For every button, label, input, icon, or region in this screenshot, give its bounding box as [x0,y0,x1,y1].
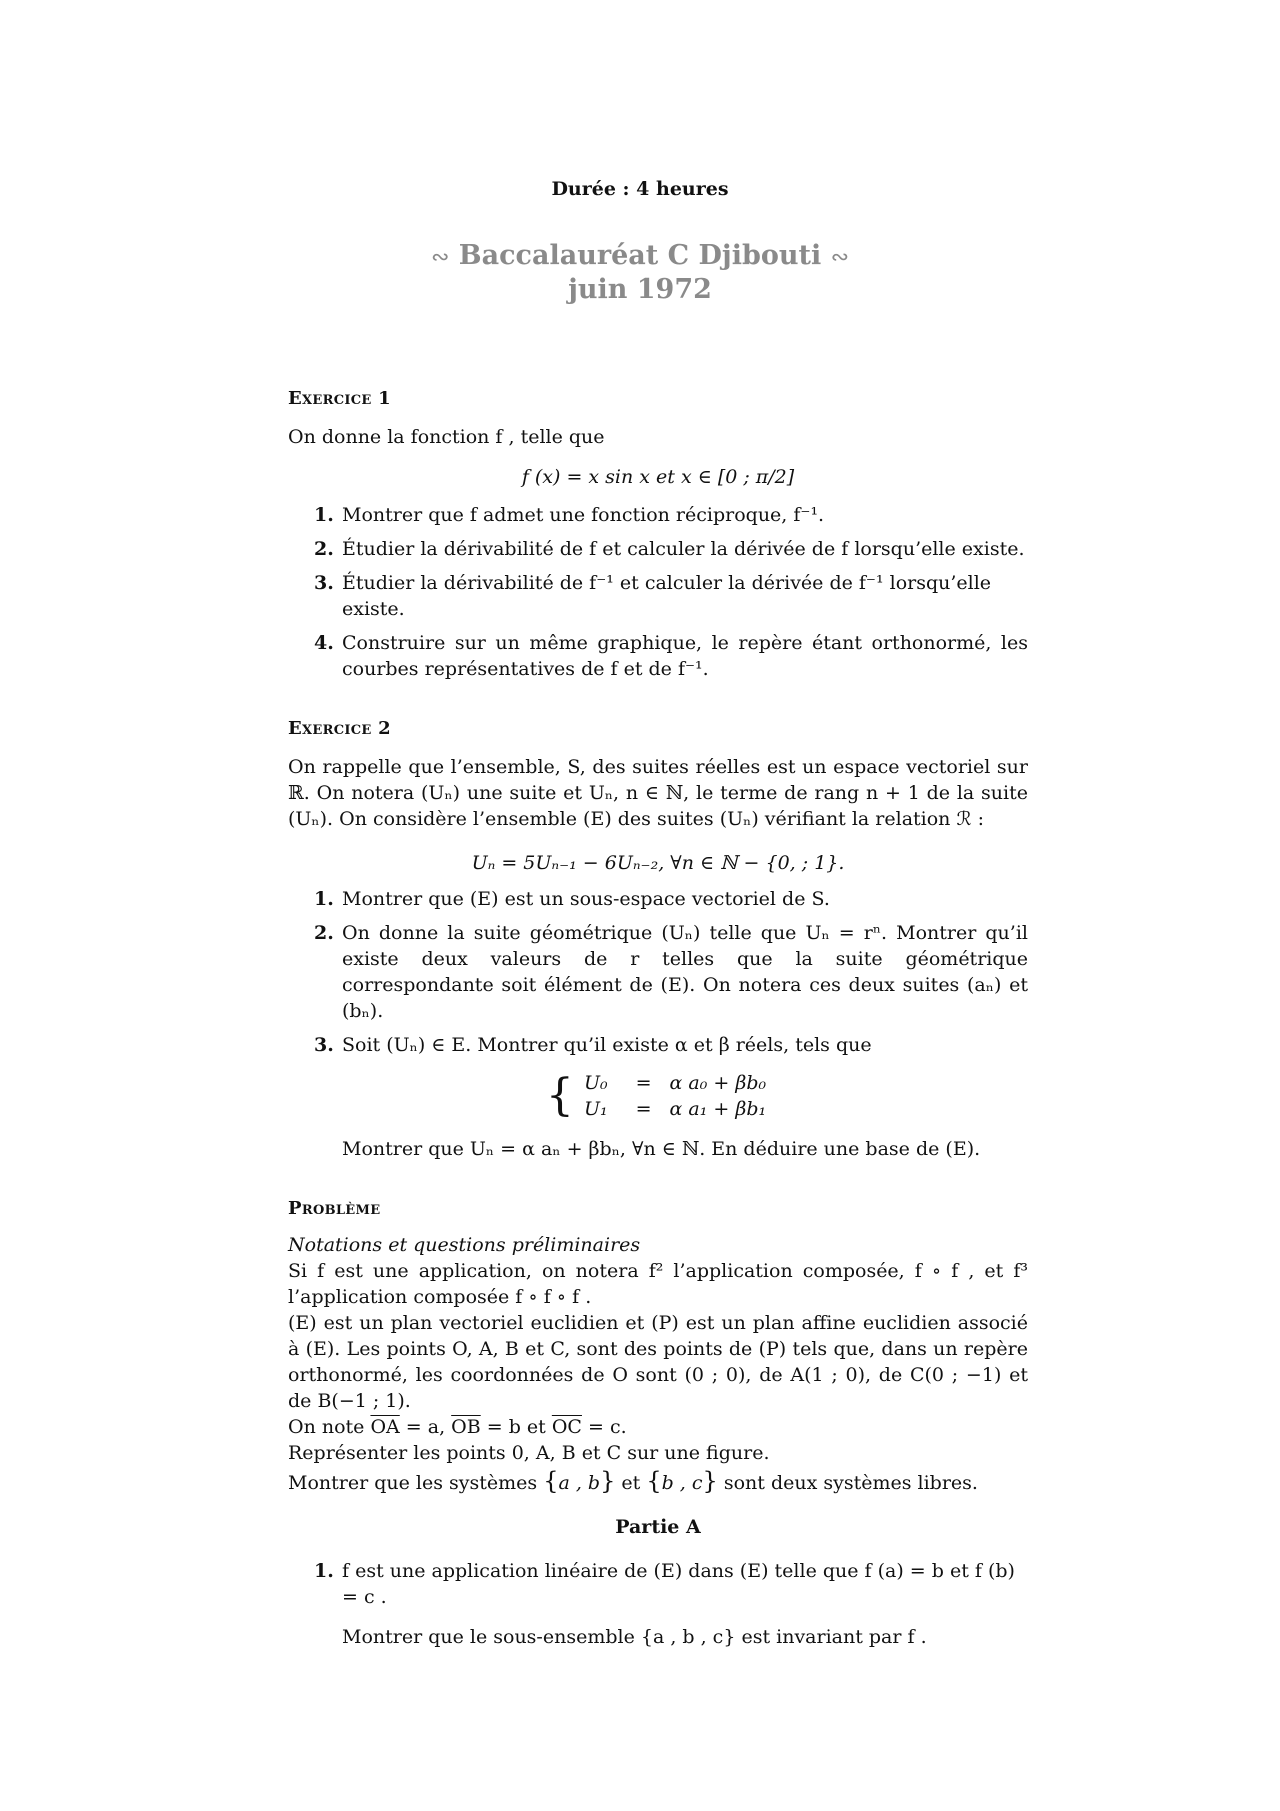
system-row2-eq: = [635,1098,652,1120]
list-item: 2. On donne la suite géométrique (Uₙ) telle que Uₙ = rⁿ. Montrer qu’il existe deux valeurs de r telles que la suite géométrique correspondante soit élément de (E). On notera ces deux suites (aₙ) et (bₙ). [314,922,1028,1022]
exercise-2-heading: Exercice 2 [288,718,391,739]
exercise-1-intro: On donne la fonction f , telle que [288,426,605,448]
exercise-2-list [288,886,1028,1058]
probleme-paragraph-4: Représenter les points 0, A, B et C sur une figure. [288,1442,770,1464]
probleme-paragraph-1: Si f est une application, on notera f² l’application composée, f ∘ f , et f³ l’application composée f ∘ f ∘ f . [288,1260,1028,1308]
left-brace-icon: { [545,1070,574,1121]
ornament-right-icon: ∾ [830,245,850,270]
partie-a-heading: Partie A [615,1516,701,1538]
exercise-2-conclusion: Montrer que Uₙ = α aₙ + βbₙ, ∀n ∈ ℕ. En déduire une base de (E). [342,1138,981,1160]
system-bc: b , c [661,1472,703,1494]
title-line1: Baccalauréat C Djibouti [458,240,822,271]
system-row2-left: U₁ [583,1098,608,1120]
probleme [288,1196,1028,1658]
exercise-1 [288,386,1028,690]
list-item: 2. Étudier la dérivabilité de f et calculer la dérivée de f lorsqu’elle existe. [314,538,1025,560]
probleme-paragraph-3: On note $\overline{OA} = a$, $\overline{OB} = b$ et $\overline{OC} = c$. [288,1416,627,1438]
system-row1-left: U₀ [583,1072,608,1094]
vector-oa: $\overline{OA}$ [370,1416,400,1438]
system-row2-right: α a₁ + βb₁ [669,1098,767,1120]
vector-oc: $\overline{OC}$ [551,1416,582,1438]
list-item: 4. Construire sur un même graphique, le repère étant orthonormé, les courbes représentatives de f et de f⁻¹. [314,632,1028,680]
exercise-1-list [288,502,1028,682]
partie-a-list [288,1558,1028,1650]
system-row1-eq: = [635,1072,652,1094]
list-item: 3. Étudier la dérivabilité de f⁻¹ et calculer la dérivée de f⁻¹ lorsqu’elle existe. [314,572,992,620]
exercise-1-heading: Exercice 1 [288,388,391,409]
exercise-2 [288,716,1028,1162]
probleme-heading: Problème [288,1198,381,1219]
exercise-2-formula: Uₙ = 5Uₙ₋₁ − 6Uₙ₋₂, ∀n ∈ ℕ − {0, ; 1}. [471,852,845,874]
vector-ob: $\overline{OB}$ [451,1416,481,1438]
exercise-1-formula: f (x) = x sin x et x ∈ [0 ; π/2] [521,466,795,488]
list-item: 3. Soit (Uₙ) ∈ E. Montrer qu’il existe α et β réels, tels que [314,1034,872,1056]
probleme-paragraph-5: Montrer que les systèmes {a , b} et {b , c} sont deux systèmes libres. [288,1467,978,1495]
duration-label: Durée : 4 heures [551,178,729,200]
list-item: 1. Montrer que (E) est un sous-espace vectoriel de S. [314,888,830,910]
system-ab: a , b [558,1472,601,1494]
list-item: 1. f est une application linéaire de (E) dans (E) telle que f (a) = b et f (b) = c . Montrer que le sous-ensemble {a , b , c} est invariant par f . [314,1560,1015,1648]
probleme-paragraph-2: (E) est un plan vectoriel euclidien et (P) est un plan affine euclidien associé à (E). Les points O, A, B et C, sont des points de (P) tels que, dans un repère orthonormé, les coordonnées de O sont (0 ; 0), de A(1 ; 0), de C(0 ; −1) et de B(−1 ; 1). [288,1312,1028,1412]
title-line2: juin 1972 [568,274,712,305]
probleme-subheading: Notations et questions préliminaires [288,1234,641,1256]
equation-system [288,1070,1028,1122]
system-row1-right: α a₀ + βb₀ [669,1072,767,1094]
exercise-2-intro: On rappelle que l’ensemble, S, des suites réelles est un espace vectoriel sur ℝ. On notera (Uₙ) une suite et Uₙ, n ∈ ℕ, le terme de rang n + 1 de la suite (Uₙ). On considère l’ensemble (E) des suites (Uₙ) vérifiant la relation ℛ : [288,756,1028,830]
document-title [0,240,1280,306]
list-item: 1. Montrer que f admet une fonction réciproque, f⁻¹. [314,504,825,526]
ornament-left-icon: ∾ [430,245,450,270]
